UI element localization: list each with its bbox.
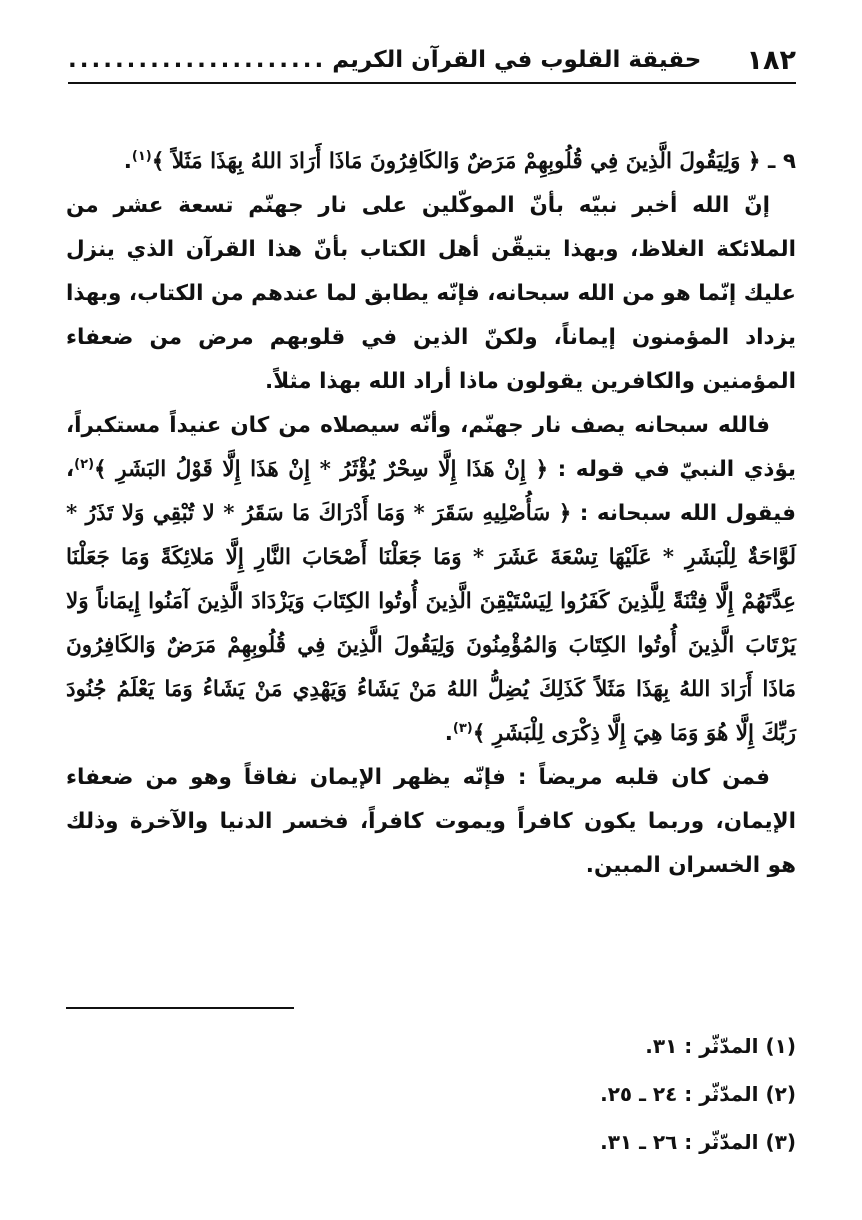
verse-quote-1: ﴿ إِنْ هَذَا إِلَّا سِحْرٌ يُؤْثَرُ * إِنْ هَذَا إِلَّا قَوْلُ البَشَرِ ﴾ — [94, 457, 549, 482]
paragraph-2-middle: ، فيقول الله سبحانه : — [66, 457, 797, 526]
main-text — [66, 140, 796, 888]
title-leader-dots: ...................... — [68, 47, 327, 73]
page-number: ١٨٢ — [746, 44, 796, 76]
section-number: ٩ ـ — [768, 149, 796, 174]
running-title-group — [68, 47, 701, 73]
heading-verse: ﴿ وَلِيَقُولَ الَّذِينَ فِي قُلُوبِهِمْ مَرَضٌ وَالكَافِرُونَ مَاذَا أَرَادَ اللهُ بِهَذَا مَثَلاً ﴾ — [151, 149, 761, 174]
footnotes — [66, 1022, 796, 1166]
paragraph-1: إنّ الله أخبر نبيّه بأنّ الموكّلين على نار جهنّم تسعة عشر من الملائكة الغلاظ، وبهذا يتيقّن أهل الكتاب بأنّ هذا القرآن الذي ينزل عليك إنّما هو من الله سبحانه، فإنّه يطابق لما عندهم من الكتاب، وبهذا يزداد المؤمنون إيماناً، ولكنّ الذين في قلوبهم مرض من ضعفاء المؤمنين والكافرين يقولون ماذا أراد الله بهذا مثلاً. — [66, 193, 796, 394]
footnote-2: (٢) المدّثّر : ٢٤ ـ ٢٥. — [600, 1082, 796, 1106]
footnote-ref-3: (٣) — [452, 720, 473, 736]
paragraph-2 — [66, 404, 796, 756]
running-title: حقيقة القلوب في القرآن الكريم — [332, 47, 702, 73]
section-heading — [66, 140, 796, 184]
paragraph-2-end: . — [444, 721, 453, 746]
heading-end: . — [123, 149, 132, 174]
paragraph-2-intro: فالله سبحانه يصف نار جهنّم، وأنّه سيصلاه من كان عنيداً مستكبراً، يؤذي النبيّ في قوله : — [66, 413, 796, 482]
paragraph-3: فمن كان قلبه مريضاً : فإنّه يظهر الإيمان نفاقاً وهو من ضعفاء الإيمان، وربما يكون كافراً ويموت كافراً، فخسر الدنيا والآخرة وذلك هو الخسران المبين. — [66, 765, 796, 878]
footnote-ref-2: (٢) — [74, 456, 95, 472]
footnote-ref-1: (١) — [131, 148, 152, 164]
footnote-separator — [66, 1007, 294, 1009]
verse-quote-2: ﴿ سَأُصْلِيهِ سَقَرَ * وَمَا أَدْرَاكَ مَا سَقَرُ * لا تُبْقِي وَلا تَذَرُ * لَوَّاحَةٌ لِلْبَشَرِ * عَلَيْهَا تِسْعَةَ عَشَرَ * وَمَا جَعَلْنَا أَصْحَابَ النَّارِ إِلَّا مَلائِكَةً وَمَا جَعَلْنَا عِدَّتَهُمْ إِلَّا فِتْنَةً لِلَّذِينَ كَفَرُوا لِيَسْتَيْقِنَ الَّذِينَ أُوتُوا الكِتَابَ وَيَزْدَادَ الَّذِينَ آمَنُوا إِيمَاناً وَلا يَرْتَابَ الَّذِينَ أُوتُوا الكِتَابَ وَالمُؤْمِنُونَ وَلِيَقُولَ الَّذِينَ فِي قُلُوبِهِمْ مَرَضٌ وَالكَافِرُونَ مَاذَا أَرَادَ اللهُ بِهَذَا مَثَلاً كَذَلِكَ يُضِلُّ اللهُ مَنْ يَشَاءُ وَيَهْدِي مَنْ يَشَاءُ وَمَا يَعْلَمُ جُنُودَ رَبِّكَ إِلَّا هُوَ وَمَا هِيَ إِلَّا ذِكْرَى لِلْبَشَرِ ﴾ — [66, 501, 796, 746]
footnote-1: (١) المدّثّر : ٣١. — [645, 1034, 796, 1058]
footnote-3: (٣) المدّثّر : ٢٦ ـ ٣١. — [600, 1130, 796, 1154]
page-header — [68, 38, 796, 84]
